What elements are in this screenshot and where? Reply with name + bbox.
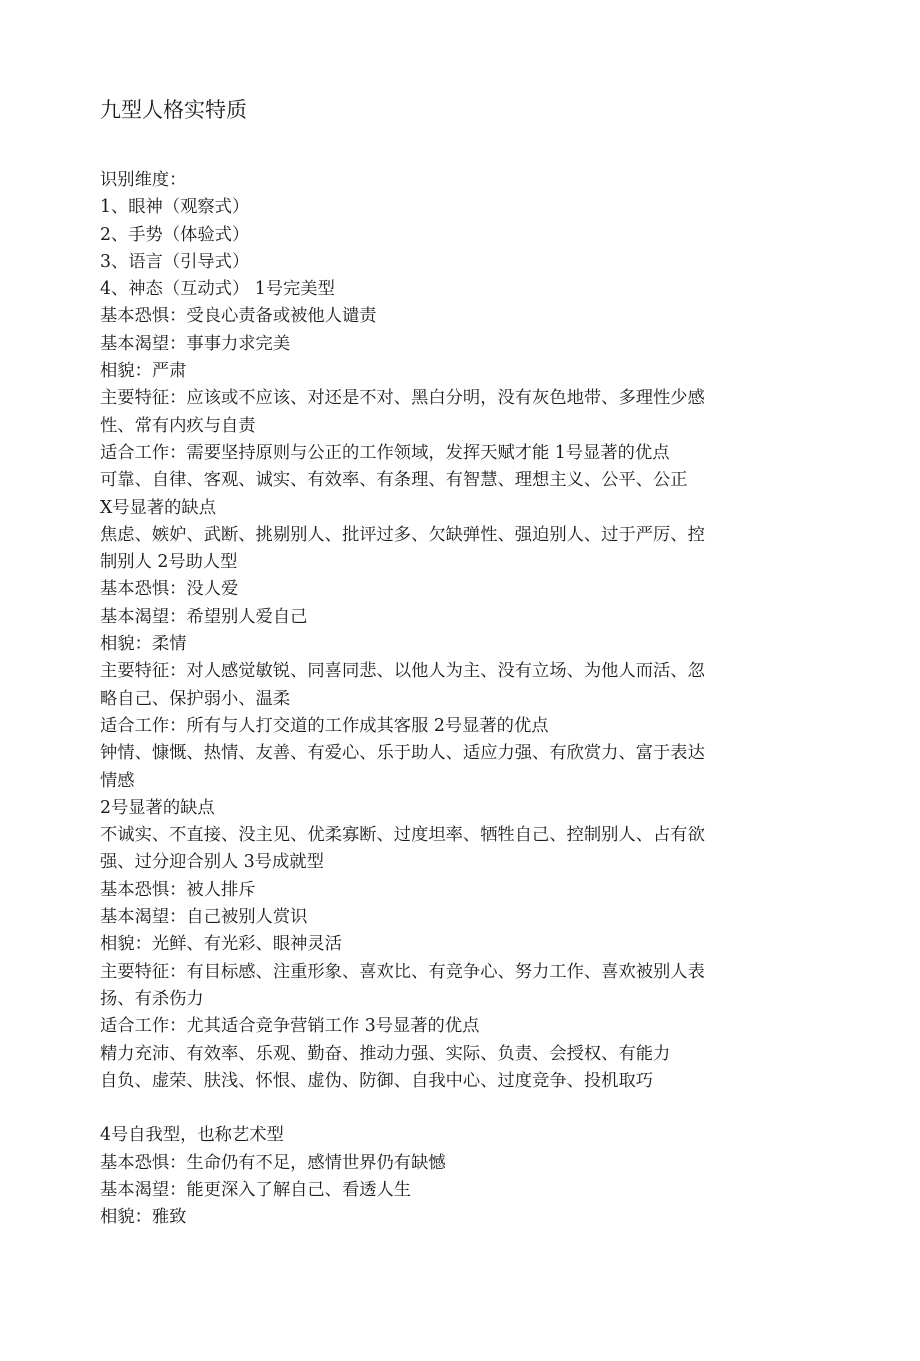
text-line: 4、神态（互动式） 1号完美型: [100, 279, 335, 300]
text-line: 基本恐惧：受良心责备或被他人谴责: [100, 306, 377, 327]
text-line: 1、眼神（观察式）: [100, 197, 250, 218]
text-line: 2、手势（体验式）: [100, 224, 250, 245]
text-line: 相貌：柔情: [100, 634, 187, 655]
text-line: 可靠、自律、客观、诚实、有效率、有条理、有智慧、理想主义、公平、公正: [100, 470, 688, 491]
text-line: 2号显著的缺点: [100, 797, 215, 818]
text-line: 焦虑、嫉妒、武断、挑剔别人、批评过多、欠缺弹性、强迫别人、过于严厉、控: [100, 524, 705, 545]
text-line: 适合工作：尤其适合竞争营销工作 3号显著的优点: [100, 1016, 480, 1037]
blank-line: [100, 1095, 800, 1122]
text-line: 自负、虚荣、肤浅、怀恨、虚伪、防御、自我中心、过度竞争、投机取巧: [100, 1070, 654, 1091]
text-line: 相貌：光鲜、有光彩、眼神灵活: [100, 934, 342, 955]
text-line: 基本渴望：事事力求完美: [100, 333, 291, 354]
text-line: 基本恐惧：生命仍有不足，感情世界仍有缺憾: [100, 1152, 446, 1173]
document-title: 九型人格实特质: [100, 98, 247, 122]
text-line: 基本恐惧：被人排斥: [100, 879, 256, 900]
text-line: 基本渴望：希望别人爱自己: [100, 606, 308, 627]
text-line: 基本恐惧：没人爱: [100, 579, 239, 600]
text-line: 主要特征：应该或不应该、对还是不对、黑白分明，没有灰色地带、多理性少感: [100, 388, 705, 409]
text-line: 主要特征：对人感觉敏锐、同喜同悲、以他人为主、没有立场、为他人而活、忽: [100, 661, 705, 682]
text-line: 相貌：雅致: [100, 1207, 187, 1228]
text-line: 适合工作：需要坚持原则与公正的工作领域，发挥天赋才能 1号显著的优点: [100, 442, 670, 463]
text-line: 4号自我型，也称艺术型: [100, 1125, 284, 1146]
text-line: 3、语言（引导式）: [100, 251, 250, 272]
text-line: 情感: [100, 770, 135, 791]
text-line: 扬、有杀伤力: [100, 988, 204, 1009]
text-line: 相貌：严肃: [100, 361, 187, 382]
text-line: 强、过分迎合别人 3号成就型: [100, 852, 324, 873]
text-line: 适合工作：所有与人打交道的工作成其客服 2号显著的优点: [100, 715, 549, 736]
text-line: 性、常有内疚与自责: [100, 415, 256, 436]
text-line: 钟情、慷慨、热情、友善、有爱心、乐于助人、适应力强、有欣赏力、富于表达: [100, 743, 705, 764]
text-line: 主要特征：有目标感、注重形象、喜欢比、有竞争心、努力工作、喜欢被别人表: [100, 961, 705, 982]
text-line: 识别维度：: [100, 170, 187, 190]
document-body: [100, 167, 800, 1232]
text-line: 制别人 2号助人型: [100, 552, 238, 573]
text-line: 略自己、保护弱小、温柔: [100, 688, 291, 709]
text-line: 基本渴望：能更深入了解自己、看透人生: [100, 1179, 412, 1200]
text-line: 不诚实、不直接、没主见、优柔寡断、过度坦率、牺牲自己、控制别人、占有欲: [100, 825, 705, 846]
text-line: X号显著的缺点: [100, 497, 216, 518]
text-line: 精力充沛、有效率、乐观、勤奋、推动力强、实际、负责、会授权、有能力: [100, 1043, 671, 1064]
text-line: 基本渴望：自己被别人赏识: [100, 907, 308, 928]
